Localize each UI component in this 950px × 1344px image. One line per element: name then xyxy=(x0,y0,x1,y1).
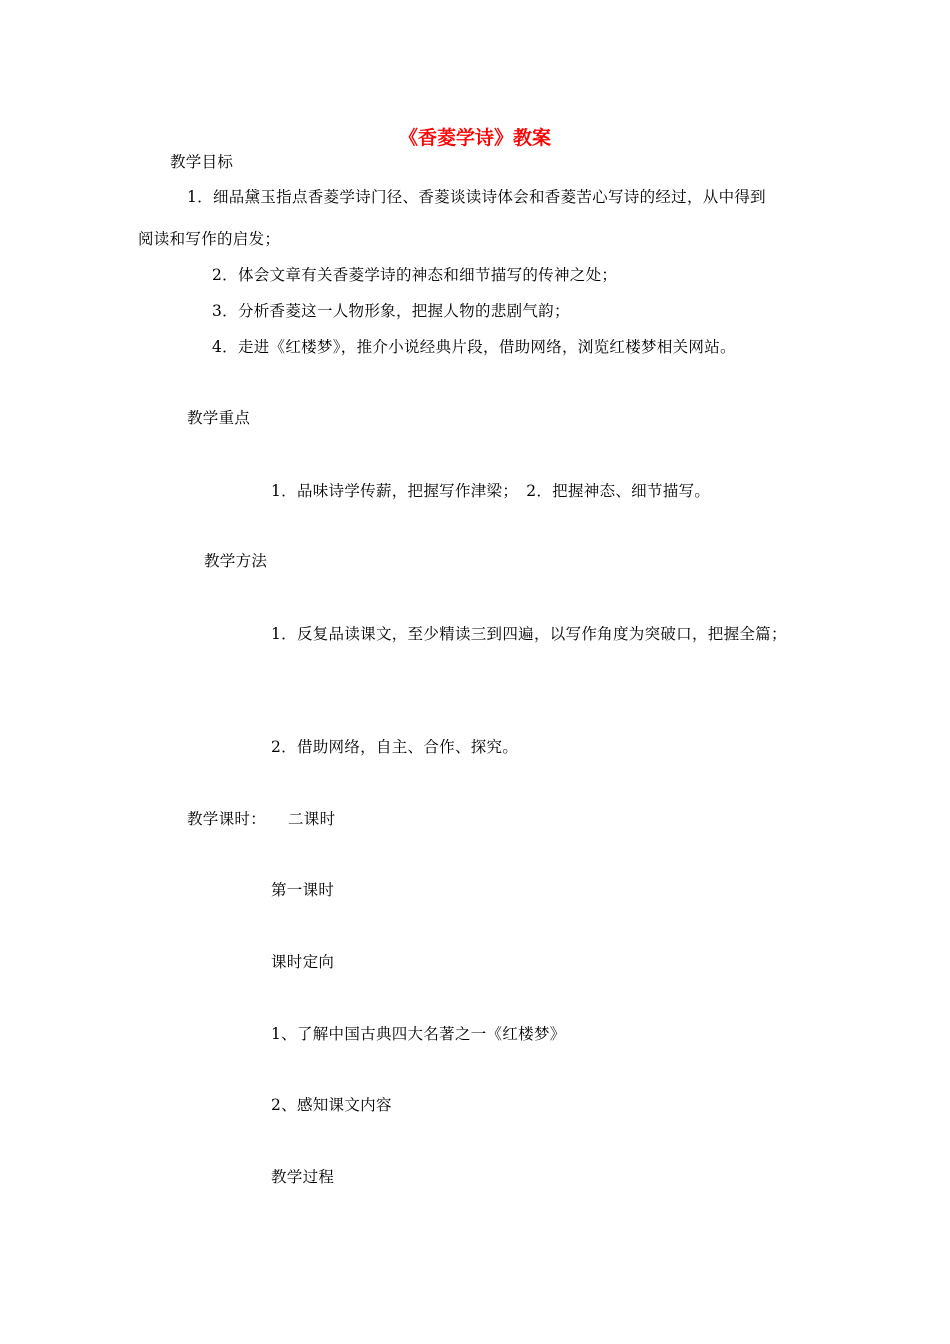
goal-item-1-line-1: 1．细品黛玉指点香菱学诗门径、香菱谈读诗体会和香菱苦心写诗的经过，从中得到 xyxy=(187,188,766,206)
goal-item-1-line-2: 阅读和写作的启发； xyxy=(138,230,281,248)
goal-item-3: 3．分析香菱这一人物形象，把握人物的悲剧气韵； xyxy=(212,302,570,320)
orientation-item-2: 2、感知课文内容 xyxy=(271,1096,392,1114)
first-lesson-heading: 第一课时 xyxy=(271,881,335,899)
process-heading: 教学过程 xyxy=(271,1168,335,1186)
goals-heading: 教学目标 xyxy=(170,153,234,171)
hours-value: 二课时 xyxy=(288,810,336,828)
method-item-2: 2．借助网络，自主、合作、探究。 xyxy=(271,738,519,756)
goal-item-2: 2．体会文章有关香菱学诗的神态和细节描写的传神之处； xyxy=(212,266,618,284)
key-points-heading: 教学重点 xyxy=(187,409,251,427)
hours-heading: 教学课时： xyxy=(187,810,267,828)
orientation-item-1: 1、了解中国古典四大名著之一《红楼梦》 xyxy=(271,1025,566,1043)
document-title: 《香菱学诗》教案 xyxy=(398,127,551,149)
method-item-1: 1．反复品读课文，至少精读三到四遍，以写作角度为突破口，把握全篇； xyxy=(271,625,787,643)
key-points-items: 1．品味诗学传薪，把握写作津梁； 2．把握神态、细节描写。 xyxy=(271,482,711,500)
goal-item-4: 4．走进《红楼梦》，推介小说经典片段，借助网络，浏览红楼梦相关网站。 xyxy=(212,338,736,356)
orientation-heading: 课时定向 xyxy=(271,953,335,971)
methods-heading: 教学方法 xyxy=(204,552,268,570)
